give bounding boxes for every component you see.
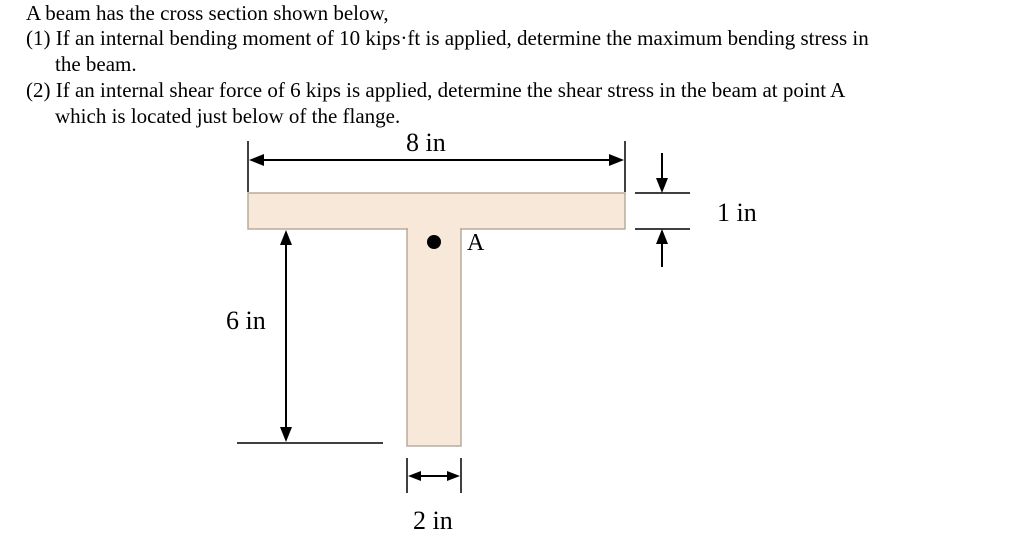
part1-line2: the beam. bbox=[55, 52, 137, 76]
flange-width-label: 8 in bbox=[406, 128, 446, 157]
web-width-dimension bbox=[407, 458, 461, 493]
web bbox=[407, 229, 461, 446]
web-height-dimension bbox=[237, 230, 383, 443]
web-width-label: 2 in bbox=[413, 506, 453, 535]
part2-line2: which is located just below of the flange. bbox=[55, 104, 401, 128]
point-a-marker bbox=[427, 235, 441, 249]
part2-line1: (2) If an internal shear force of 6 kips is applied, determine the shear stress in the beam at point A bbox=[26, 78, 846, 102]
flange-thickness-dimension bbox=[635, 153, 690, 267]
problem-intro: A beam has the cross section shown below, bbox=[26, 1, 389, 25]
flange bbox=[248, 193, 625, 229]
point-a-label: A bbox=[467, 230, 485, 256]
web-height-label: 6 in bbox=[226, 306, 266, 335]
part1-line1: (1) If an internal bending moment of 10 kips·ft is applied, determine the maximum bending stress in bbox=[26, 26, 869, 50]
flange-thickness-label: 1 in bbox=[717, 198, 757, 227]
